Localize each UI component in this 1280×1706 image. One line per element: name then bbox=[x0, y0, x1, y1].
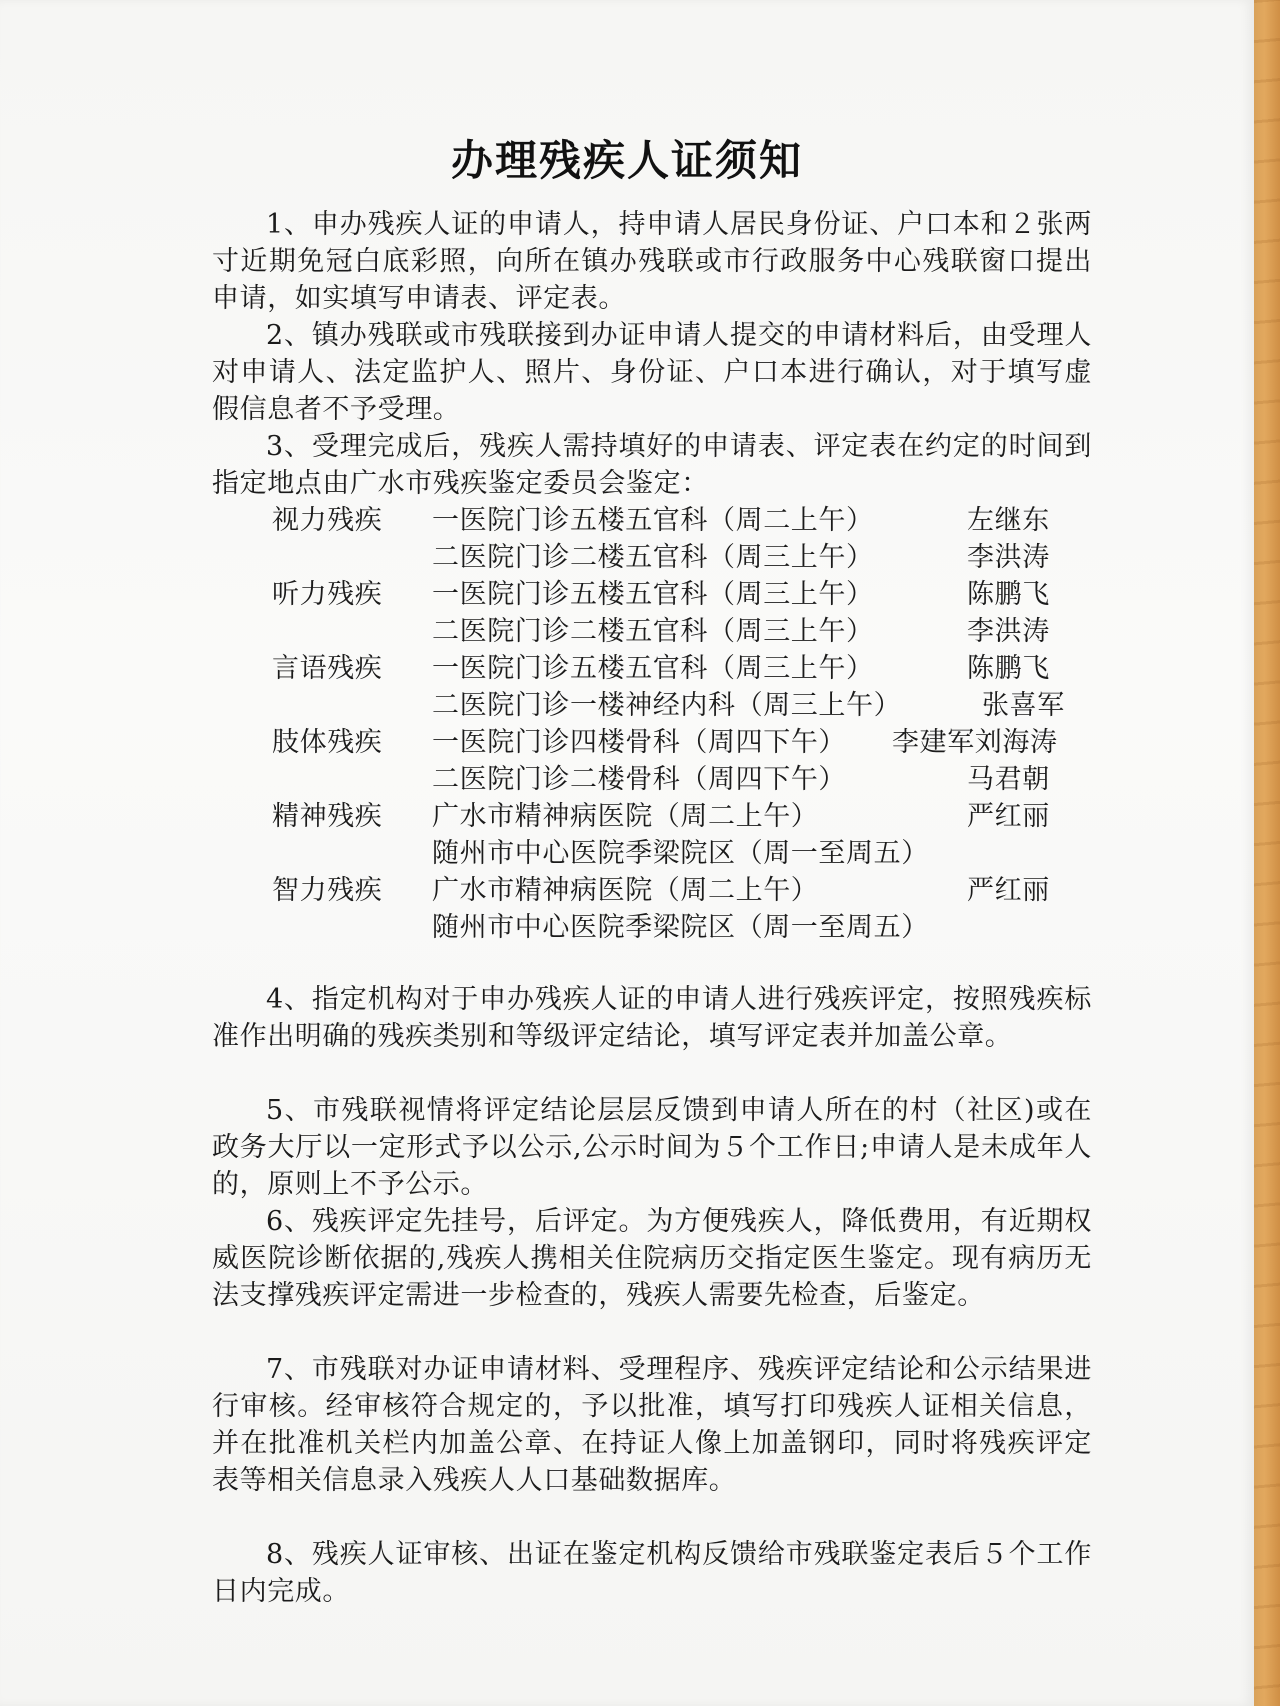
schedule-place: 一医院门诊五楼五官科（周二上午） bbox=[432, 505, 874, 536]
schedule-row bbox=[212, 872, 1092, 909]
document-title: 办理残疾人证须知 bbox=[450, 136, 803, 185]
schedule-doctor: 李洪涛 bbox=[967, 542, 1050, 573]
schedule-place: 随州市中心医院季梁院区（周一至周五） bbox=[432, 838, 929, 869]
schedule-row bbox=[212, 687, 1092, 724]
schedule-doctor: 左继东 bbox=[967, 505, 1050, 536]
schedule-place: 一医院门诊五楼五官科（周三上午） bbox=[432, 579, 874, 610]
schedule-doctor: 李洪涛 bbox=[967, 616, 1050, 647]
schedule-place: 二医院门诊二楼五官科（周三上午） bbox=[432, 542, 874, 573]
schedule-place: 二医院门诊二楼骨科（周四下午） bbox=[432, 764, 846, 795]
schedule-row bbox=[212, 539, 1092, 576]
schedule-row bbox=[212, 650, 1092, 687]
schedule-doctor: 张喜军 bbox=[982, 690, 1065, 721]
schedule-row bbox=[212, 909, 1092, 946]
paragraph-5: 5、市残联视情将评定结论层层反馈到申请人所在的村（社区)或在政务大厅以一定形式予以公示,公示时间为５个工作日;申请人是未成年人的，原则上不予公示。 bbox=[212, 1095, 1092, 1200]
schedule-place: 一医院门诊四楼骨科（周四下午） bbox=[432, 727, 846, 758]
schedule-doctor: 陈鹏飞 bbox=[967, 653, 1050, 684]
schedule-row bbox=[212, 613, 1092, 650]
schedule-category: 精神残疾 bbox=[272, 801, 383, 832]
schedule-place: 广水市精神病医院（周二上午） bbox=[432, 875, 819, 906]
schedule-row bbox=[212, 798, 1092, 835]
paragraph-6: 6、残疾评定先挂号，后评定。为方便残疾人，降低费用，有近期权威医院诊断依据的,残疾人携相关住院病历交指定医生鉴定。现有病历无法支撑残疾评定需进一步检查的，残疾人需要先检查，后鉴定。 bbox=[212, 1206, 1092, 1311]
schedule-doctor: 马君朝 bbox=[967, 764, 1050, 795]
schedule-row bbox=[212, 502, 1092, 539]
schedule-place: 随州市中心医院季梁院区（周一至周五） bbox=[432, 912, 929, 943]
paragraph-2: 2、镇办残联或市残联接到办证申请人提交的申请材料后，由受理人对申请人、法定监护人、照片、身份证、户口本进行确认，对于填写虚假信息者不予受理。 bbox=[212, 320, 1092, 425]
schedule-doctor: 严红丽 bbox=[967, 801, 1050, 832]
schedule-place: 二医院门诊一楼神经内科（周三上午） bbox=[432, 690, 902, 721]
schedule-place: 二医院门诊二楼五官科（周三上午） bbox=[432, 616, 874, 647]
schedule-category: 智力残疾 bbox=[272, 875, 383, 906]
schedule-row bbox=[212, 576, 1092, 613]
paragraph-1: 1、申办残疾人证的申请人，持申请人居民身份证、户口本和２张两寸近期免冠白底彩照，向所在镇办残联或市行政服务中心残联窗口提出申请，如实填写申请表、评定表。 bbox=[212, 209, 1092, 314]
paragraph-4: 4、指定机构对于申办残疾人证的申请人进行残疾评定，按照残疾标准作出明确的残疾类别和等级评定结论，填写评定表并加盖公章。 bbox=[212, 984, 1092, 1052]
schedule-category: 听力残疾 bbox=[272, 579, 383, 610]
schedule-category: 言语残疾 bbox=[272, 653, 383, 684]
schedule-row bbox=[212, 835, 1092, 872]
schedule-place: 一医院门诊五楼五官科（周三上午） bbox=[432, 653, 874, 684]
paragraph-8: 8、残疾人证审核、出证在鉴定机构反馈给市残联鉴定表后５个工作日内完成。 bbox=[212, 1539, 1092, 1607]
schedule-row bbox=[212, 761, 1092, 798]
schedule-row bbox=[212, 724, 1092, 761]
paragraph-3: 3、受理完成后，残疾人需持填好的申请表、评定表在约定的时间到指定地点由广水市残疾鉴定委员会鉴定： bbox=[212, 431, 1092, 499]
schedule-category: 视力残疾 bbox=[272, 505, 383, 536]
schedule-doctor: 李建军刘海涛 bbox=[892, 727, 1058, 758]
schedule-doctor: 严红丽 bbox=[967, 875, 1050, 906]
schedule-place: 广水市精神病医院（周二上午） bbox=[432, 801, 819, 832]
schedule-category: 肢体残疾 bbox=[272, 727, 383, 758]
schedule-doctor: 陈鹏飞 bbox=[967, 579, 1050, 610]
paragraph-7: 7、市残联对办证申请材料、受理程序、残疾评定结论和公示结果进行审核。经审核符合规定的，予以批准，填写打印残疾人证相关信息，并在批准机关栏内加盖公章、在持证人像上加盖钢印，同时将残疾评定表等相关信息录入残疾人人口基础数据库。 bbox=[212, 1354, 1092, 1496]
wooden-frame-edge bbox=[1254, 0, 1280, 1706]
